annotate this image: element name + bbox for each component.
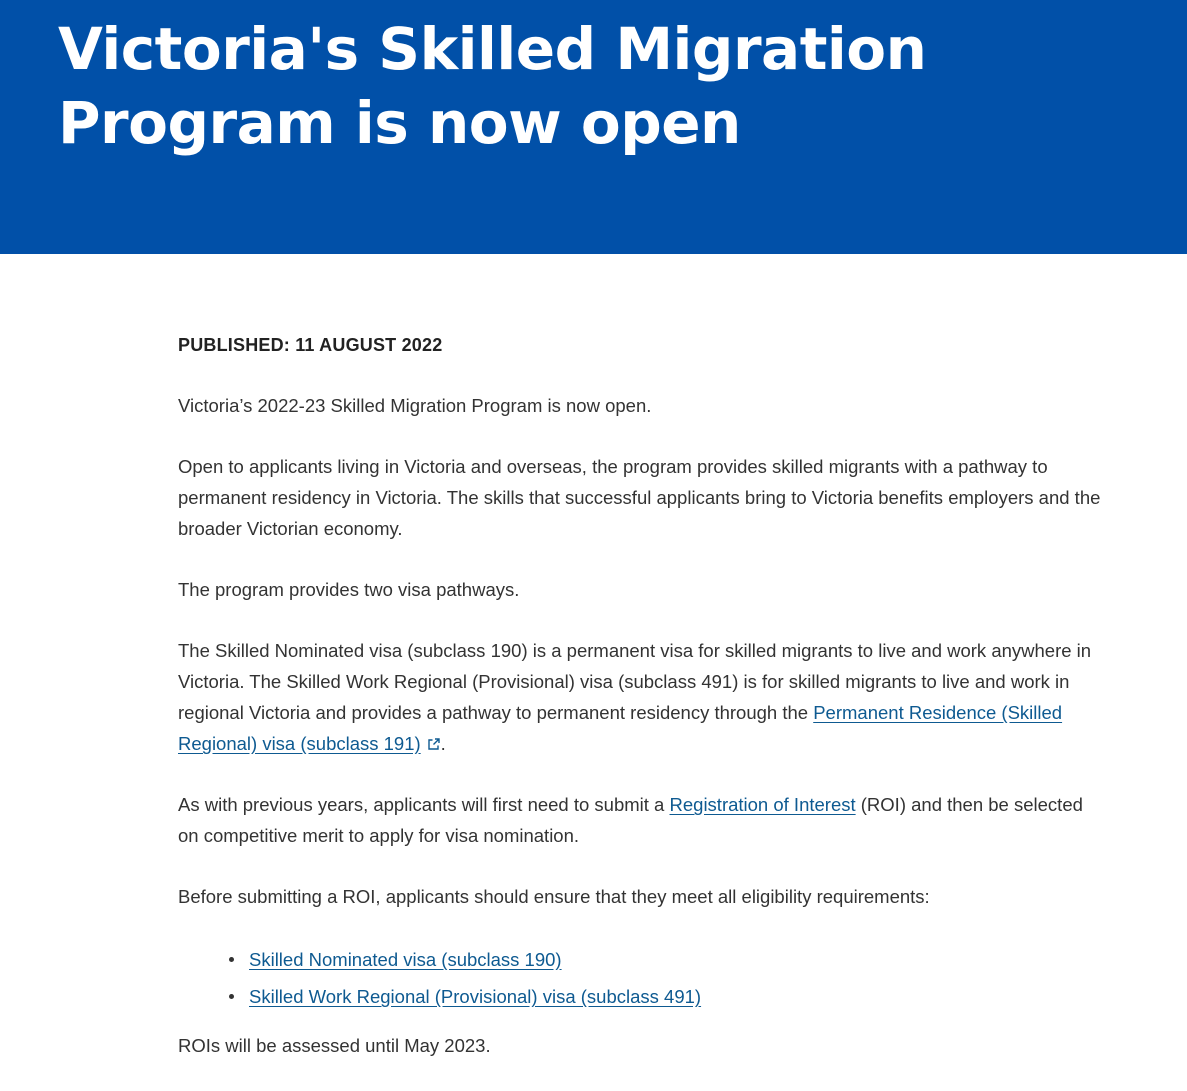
bullet-icon: [229, 957, 234, 962]
page-title-line-1: Victoria's Skilled Migration: [58, 15, 927, 83]
hero-banner: [0, 0, 1187, 254]
program-description-paragraph: Open to applicants living in Victoria and overseas, the program provides skilled migrants with a pathway to permanent residency in Victoria. The skills that successful applicants bring to Victoria benefits employers and the broader Victorian economy.: [178, 456, 1101, 539]
list-item: [249, 941, 1108, 978]
roi-text-end: (ROI) and then be selected on competitive merit to apply for visa nomination.: [178, 794, 1083, 846]
pathways-paragraph: The program provides two visa pathways.: [178, 579, 520, 600]
roi-text-start: As with previous years, applicants will first need to submit a: [178, 794, 670, 815]
visa-details-text: The Skilled Nominated visa (subclass 190) is a permanent visa for skilled migrants to live and work anywhere in Victoria. The Skilled Work Regional (Provisional) visa (subclass 491) is for skilled migrants to live and work in regional Victoria and provides a pathway to permanent residency through the: [178, 640, 1092, 723]
visa-details-end: .: [440, 733, 446, 754]
external-link-icon: [427, 737, 441, 751]
registration-of-interest-link[interactable]: Registration of Interest: [669, 794, 856, 815]
article-body: [178, 330, 1108, 1091]
eligibility-link-list: [178, 941, 1108, 1015]
page-title-line-2: Program is now open: [58, 89, 741, 157]
subclass-491-link[interactable]: Skilled Work Regional (Provisional) visa (subclass 491): [249, 986, 702, 1007]
visa-details-paragraph: [178, 635, 1108, 759]
roi-paragraph: [178, 789, 1108, 851]
page-title: [58, 12, 1058, 160]
bullet-icon: [229, 994, 234, 999]
subclass-190-link[interactable]: Skilled Nominated visa (subclass 190): [249, 949, 562, 970]
intro-paragraph: Victoria’s 2022-23 Skilled Migration Program is now open.: [178, 395, 652, 416]
published-date: PUBLISHED: 11 AUGUST 2022: [178, 335, 443, 355]
subclass-191-link-label: Permanent Residence (Skilled Regional) visa (subclass 191): [178, 702, 1063, 754]
assessment-paragraph: ROIs will be assessed until May 2023.: [178, 1035, 491, 1056]
eligibility-intro-paragraph: Before submitting a ROI, applicants should ensure that they meet all eligibility requirements:: [178, 886, 930, 907]
list-item: [249, 978, 1108, 1015]
